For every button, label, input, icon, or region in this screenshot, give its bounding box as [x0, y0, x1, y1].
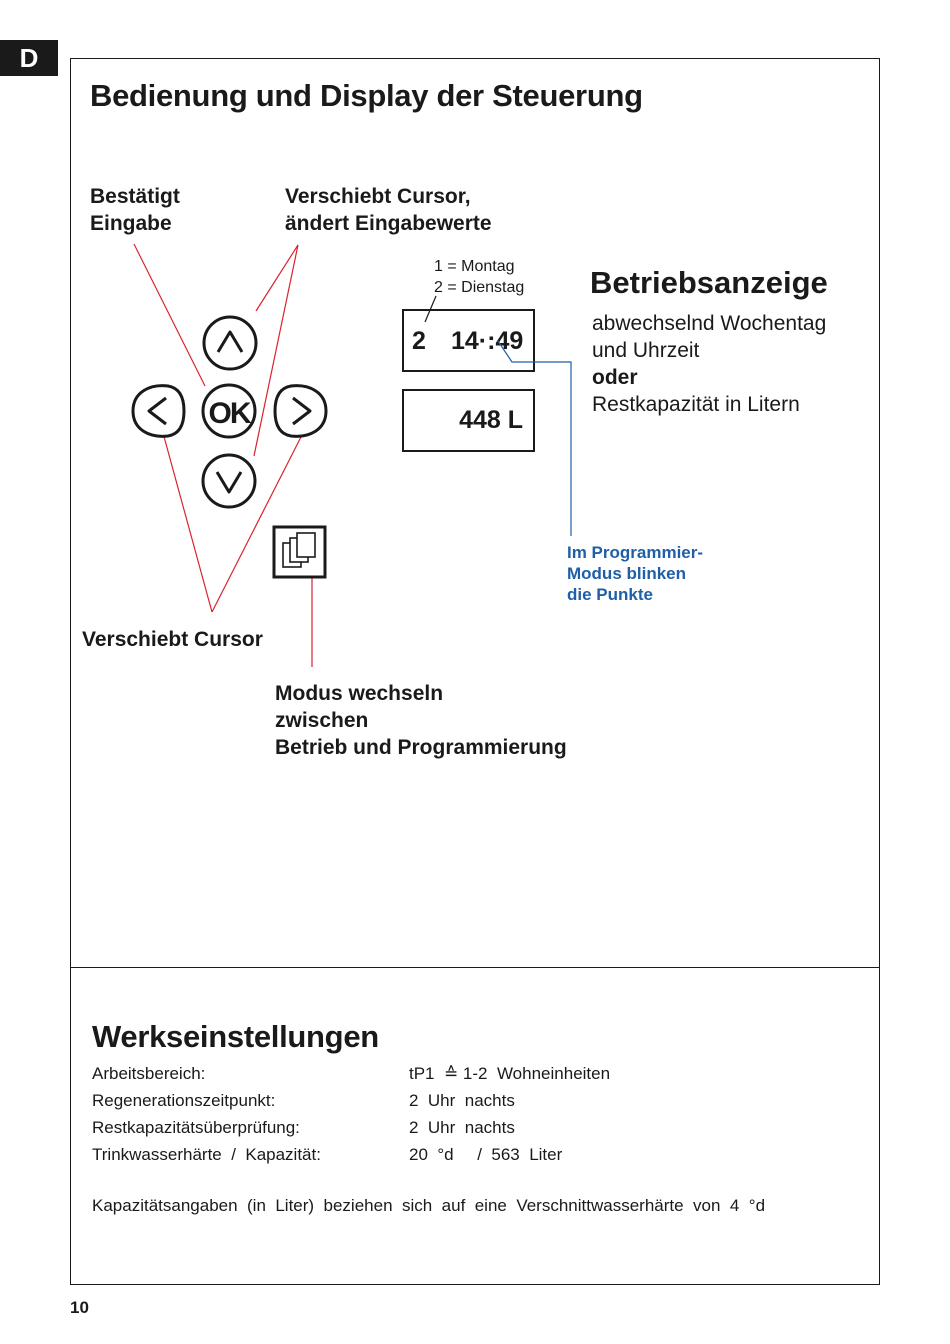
settings-value: 20 °d / 563 Liter — [409, 1145, 563, 1164]
callout-blink — [498, 341, 571, 536]
settings-value: tP1 ≙ 1-2 Wohneinheiten — [409, 1064, 611, 1083]
settings-row — [92, 1114, 852, 1141]
ok-button-label: OK — [208, 397, 250, 430]
settings-row — [92, 1087, 852, 1114]
settings-label: Restkapazitätsüberprüfung: — [92, 1118, 300, 1137]
label-mode-line-1: Modus wechseln — [275, 682, 444, 705]
callout-left — [163, 433, 212, 612]
display-capacity-value: 448 L — [459, 406, 523, 434]
display-clock: 14·:49 — [451, 327, 524, 355]
status-line-1: abwechselnd Wochentag — [592, 312, 827, 335]
settings-value: 2 Uhr nachts — [409, 1091, 515, 1110]
label-mode-line-3: Betrieb und Programmierung — [275, 736, 567, 759]
callout-confirm — [134, 244, 205, 386]
display-day: 2 — [412, 327, 426, 355]
label-move-change-line-1: Verschiebt Cursor, — [285, 185, 471, 208]
status-line-2: und Uhrzeit — [592, 339, 700, 362]
down-button[interactable] — [203, 455, 255, 507]
ok-button[interactable] — [203, 385, 255, 437]
language-tab: D — [0, 40, 58, 76]
up-button[interactable] — [204, 317, 256, 369]
mode-button[interactable] — [274, 527, 325, 577]
blink-note-line-1: Im Programmier- — [567, 543, 704, 562]
capacity-footnote: Kapazitätsangaben (in Liter) beziehen sich auf eine Verschnittwasserhärte von 4 °d — [92, 1196, 766, 1215]
blink-note-line-2: Modus blinken — [567, 564, 686, 583]
weekday-pointer — [425, 296, 436, 322]
section-title-factory: Werkseinstellungen — [92, 1019, 379, 1054]
page-number: 10 — [70, 1298, 89, 1317]
settings-value: 2 Uhr nachts — [409, 1118, 515, 1137]
settings-row — [92, 1141, 852, 1168]
status-capacity: Restkapazität in Litern — [592, 393, 800, 416]
blink-note-line-3: die Punkte — [567, 585, 653, 604]
weekday-legend-line-2: 2 = Dienstag — [434, 279, 525, 296]
label-move-cursor: Verschiebt Cursor — [82, 628, 263, 651]
label-move-change-line-2: ändert Eingabewerte — [285, 212, 492, 235]
left-button[interactable] — [133, 386, 184, 437]
settings-table — [92, 1060, 852, 1168]
right-button[interactable] — [275, 386, 326, 437]
weekday-legend-line-1: 1 = Montag — [434, 258, 515, 275]
section-title-controls: Bedienung und Display der Steuerung — [90, 78, 643, 113]
settings-label: Trinkwasserhärte / Kapazität: — [92, 1145, 321, 1164]
label-confirm-line-1: Bestätigt — [90, 185, 180, 208]
settings-label: Regenerationszeitpunkt: — [92, 1091, 276, 1110]
status-title: Betriebsanzeige — [590, 265, 828, 300]
settings-row — [92, 1060, 852, 1087]
label-mode-line-2: zwischen — [275, 709, 369, 732]
status-or: oder — [592, 366, 638, 389]
settings-label: Arbeitsbereich: — [92, 1064, 206, 1083]
label-confirm-line-2: Eingabe — [90, 212, 172, 235]
